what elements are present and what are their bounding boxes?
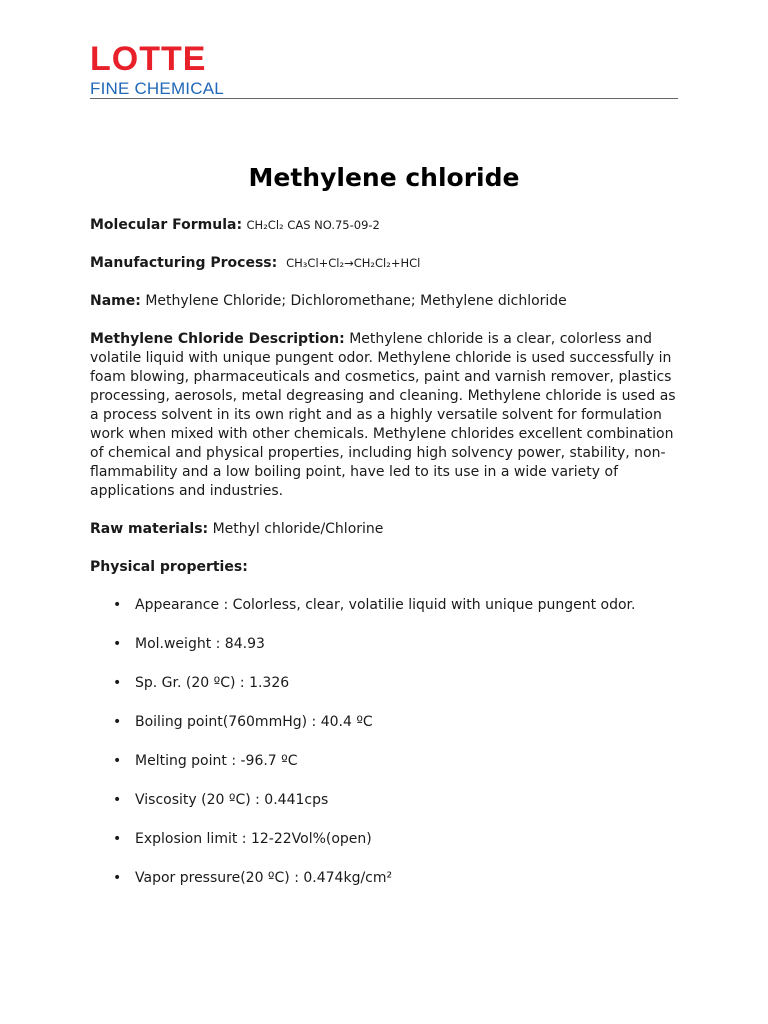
bullet-icon: • [113, 636, 122, 652]
bullet-icon: • [113, 753, 122, 769]
property-text: Explosion limit : 12-22Vol%(open) [135, 831, 372, 847]
raw-materials-label: Raw materials: [90, 521, 209, 537]
physical-properties-heading: Physical properties: [90, 559, 248, 575]
bullet-icon: • [113, 792, 122, 808]
property-text: Mol.weight : 84.93 [135, 636, 265, 652]
property-text: Boiling point(760mmHg) : 40.4 ºC [135, 714, 373, 730]
logo-main-text: LOTTE [90, 40, 207, 78]
bullet-icon: • [113, 831, 122, 847]
document-body [90, 216, 680, 908]
bullet-icon: • [113, 870, 122, 886]
manufacturing-process-row [90, 254, 680, 273]
name-value: Methylene Chloride; Dichloromethane; Methylene dichloride [145, 293, 567, 309]
property-text: Viscosity (20 ºC) : 0.441cps [135, 792, 329, 808]
list-item [90, 752, 680, 771]
bullet-icon: • [113, 714, 122, 730]
list-item [90, 869, 680, 888]
list-item [90, 596, 680, 615]
list-item [90, 713, 680, 732]
raw-materials-row [90, 520, 680, 539]
raw-materials-value: Methyl chloride/Chlorine [212, 521, 384, 537]
description-value: Methylene chloride is a clear, colorless and volatile liquid with unique pungent odor. Methylene chloride is used successfully in foam blowing, pharmaceuticals and cosmetics, paint and varnish remover, plastics processing, aerosols, metal degreasing and cleaning. Methylene chloride is used as a process solvent in its own right and as a highly versatile solvent for formulation work when mixed with other chemicals. Methylene chlorides excellent combination of chemical and physical properties, including high solvency power, stability, non-flammability and a low boiling point, have led to its use in a wide variety of applications and industries. [90, 331, 676, 499]
physical-properties-list [90, 596, 680, 888]
property-text: Appearance : Colorless, clear, volatilie liquid with unique pungent odor. [135, 597, 636, 613]
molecular-formula-value: CH₂Cl₂ CAS NO.75-09-2 [246, 218, 380, 232]
company-logo [90, 42, 224, 98]
name-row [90, 292, 680, 311]
bullet-icon: • [113, 675, 122, 691]
description-paragraph [90, 330, 680, 501]
name-label: Name: [90, 293, 141, 309]
molecular-formula-label: Molecular Formula: [90, 217, 243, 233]
description-label: Methylene Chloride Description: [90, 331, 345, 347]
header-divider [90, 98, 678, 99]
logo-sub-text: FINE CHEMICAL [90, 79, 224, 98]
list-item [90, 830, 680, 849]
list-item [90, 674, 680, 693]
list-item [90, 791, 680, 810]
property-text: Melting point : -96.7 ºC [135, 753, 298, 769]
list-item [90, 635, 680, 654]
property-text: Sp. Gr. (20 ºC) : 1.326 [135, 675, 290, 691]
property-text: Vapor pressure(20 ºC) : 0.474kg/cm² [135, 870, 393, 886]
manufacturing-process-label: Manufacturing Process: [90, 255, 278, 271]
molecular-formula-row [90, 216, 680, 235]
page-title: Methylene chloride [248, 163, 520, 192]
manufacturing-process-value: CH₃Cl+Cl₂→CH₂Cl₂+HCl [286, 256, 421, 270]
bullet-icon: • [113, 597, 122, 613]
physical-properties-heading-row [90, 558, 680, 577]
